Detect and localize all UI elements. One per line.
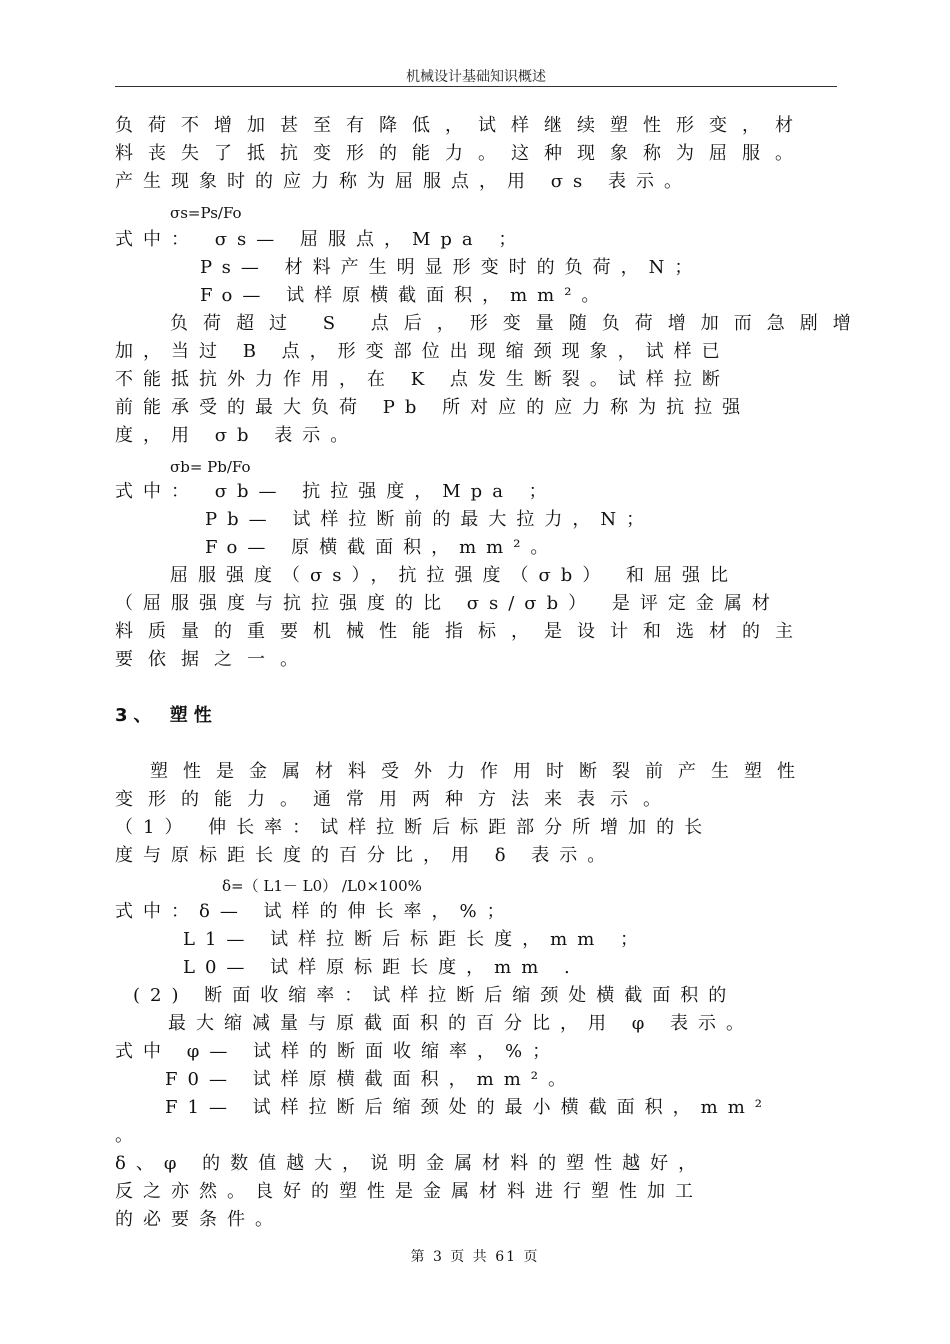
body-line: Ps— 材料产生明显形变时的负荷，N；	[200, 257, 703, 278]
body-line: （1） 伸长率：试样拉断后标距部分所增加的长	[115, 817, 713, 838]
body-line: (2) 断面收缩率：试样拉断后缩颈处横截面积的	[133, 985, 737, 1006]
page-footer-pagination: 第 3 页 共 61 页	[410, 1249, 540, 1265]
body-line: 料丧失了抵抗变形的能力。这种现象称为屈服。	[115, 143, 808, 164]
body-line: F1— 试样拉断后缩颈处的最小横截面积，mm²	[165, 1097, 773, 1118]
body-line: 前能承受的最大负荷 Pb 所对应的应力称为抗拉强	[115, 397, 751, 418]
formula-line: σs=Ps/Fo	[170, 204, 242, 222]
header-divider	[115, 86, 837, 87]
body-line: 。	[115, 1125, 143, 1146]
body-line: 不能抵抗外力作用，在 K 点发生断裂。试样拉断	[115, 369, 730, 390]
body-line: 变形的能力。通常用两种方法来表示。	[115, 789, 676, 810]
body-line: 式中：δ— 试样的伸长率，%；	[115, 901, 515, 922]
body-line: Fo— 试样原横截面积，mm²。	[200, 285, 610, 306]
body-line: 料质量的重要机械性能指标，是设计和选材的主	[115, 621, 808, 642]
body-line: 屈服强度（σs），抗拉强度（σb） 和屈强比	[170, 565, 739, 586]
body-line: 度，用 σb 表示。	[115, 425, 359, 446]
page-header-title: 机械设计基础知识概述	[406, 69, 546, 85]
body-line: 要依据之一。	[115, 649, 313, 670]
body-line: 加，当过 B 点，形变部位出现缩颈现象，试样已	[115, 341, 730, 362]
body-line: 式中： σb— 抗拉强度，Mpa ；	[115, 481, 557, 502]
section-heading: 3、 塑性	[115, 705, 218, 726]
formula-line: σb= Pb/Fo	[170, 458, 251, 476]
body-line: 最大缩减量与原截面积的百分比，用 φ 表示。	[168, 1013, 755, 1034]
formula-line: δ=（ L1－ L0） /L0×100%	[222, 877, 422, 895]
body-line: 反之亦然。良好的塑性是金属材料进行塑性加工	[115, 1181, 703, 1202]
body-line: δ、φ 的数值越大，说明金属材料的塑性越好，	[115, 1153, 707, 1174]
body-line: 式中： σs— 屈服点，Mpa ；	[115, 229, 527, 250]
body-line: 产生现象时的应力称为屈服点，用 σs 表示。	[115, 171, 692, 192]
body-line: （屈服强度与抗拉强度的比 σs/σb） 是评定金属材	[115, 593, 780, 614]
body-line: L1— 试样拉断后标距长度，mm ；	[183, 929, 648, 950]
body-line: F0— 试样原横截面积，mm²。	[165, 1069, 577, 1090]
body-line: 的必要条件。	[115, 1209, 283, 1230]
body-line: Fo— 原横截面积，mm²。	[205, 537, 559, 558]
body-line: L0— 试样原标距长度，mm .	[183, 957, 580, 978]
body-line: 负荷不增加甚至有降低，试样继续塑性形变，材	[115, 115, 808, 136]
body-line: Pb— 试样拉断前的最大拉力，N；	[205, 509, 655, 530]
body-line: 负荷超过 S 点后，形变量随负荷增加而急剧增	[170, 313, 866, 334]
body-line: 度与原标距长度的百分比，用 δ 表示。	[115, 845, 616, 866]
body-line: 式中 φ— 试样的断面收缩率，%；	[115, 1041, 561, 1062]
body-line: 塑性是金属材料受外力作用时断裂前产生塑性	[150, 761, 810, 782]
